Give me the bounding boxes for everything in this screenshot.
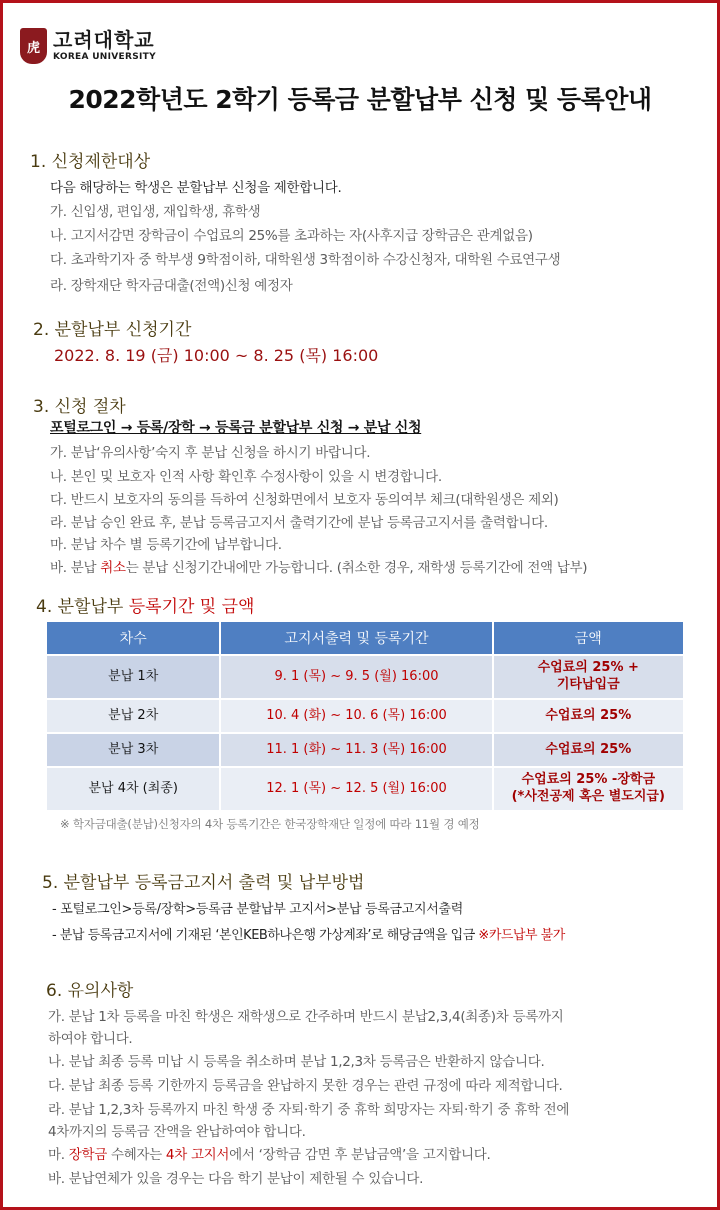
section-6-item: 하여야 합니다. <box>48 1031 133 1047</box>
period-cell: 12. 1 (목) ~ 12. 5 (월) 16:00 <box>220 767 492 811</box>
university-logo <box>20 28 156 64</box>
section-6-item: 4차까지의 등록금 잔액을 완납하여야 합니다. <box>48 1124 306 1140</box>
section-3-item: 라. 분납 승인 완료 후, 분납 등록금고지서 출력기간에 분납 등록금고지서를 출력합니다. <box>50 515 548 531</box>
section-3-item-cancel: 바. 분납 취소는 분납 신청기간내에만 가능합니다. (취소한 경우, 재학생 등록기간에 전액 납부) <box>50 560 588 576</box>
section-5-line: - 포털로그인>등록/장학>등록금 분할납부 고지서>분납 등록금고지서출력 <box>52 902 464 917</box>
procedure-path: 포털로그인 → 등록/장학 → 등록금 분할납부 신청 → 분납 신청 <box>50 420 422 436</box>
logo-name-en: KOREA UNIVERSITY <box>53 52 156 62</box>
header-amount: 금액 <box>493 621 684 655</box>
section-6-item: 가. 분납 1차 등록을 마친 학생은 재학생으로 간주하며 반드시 분납2,3,4(최종)차 등록까지 <box>48 1009 564 1025</box>
section-1-item: 라. 장학재단 학자금대출(전액)신청 예정자 <box>50 278 293 294</box>
page-title: 2022학년도 2학기 등록금 분할납부 신청 및 등록안내 <box>68 85 652 114</box>
table-row <box>46 655 684 699</box>
section-6-item: 라. 분납 1,2,3차 등록까지 마친 학생 중 자퇴·학기 중 휴학 희망자는 자퇴·학기 중 휴학 전에 <box>48 1102 570 1118</box>
application-period: 2022. 8. 19 (금) 10:00 ~ 8. 25 (목) 16:00 <box>54 346 379 365</box>
section-2-title: 2. 분할납부 신청기간 <box>33 320 192 340</box>
table-row <box>46 733 684 767</box>
period-cell: 11. 1 (화) ~ 11. 3 (목) 16:00 <box>220 733 492 767</box>
section-5-title: 5. 분할납부 등록금고지서 출력 및 납부방법 <box>42 873 365 893</box>
section-3-item: 마. 분납 차수 별 등록기간에 납부합니다. <box>50 537 282 553</box>
cancel-highlight: 취소 <box>100 560 126 576</box>
crest-icon: 虎 <box>20 28 47 64</box>
section-3-item: 다. 반드시 보호자의 동의를 득하여 신청화면에서 보호자 동의여부 체크(대학원생은 제외) <box>50 492 559 508</box>
period-cell: 9. 1 (목) ~ 9. 5 (월) 16:00 <box>220 655 492 699</box>
table-row <box>46 767 684 811</box>
section-3-item: 가. 분납‘유의사항’숙지 후 분납 신청을 하시기 바랍니다. <box>50 445 371 461</box>
section-6-title: 6. 유의사항 <box>46 981 134 1001</box>
amount-cell: 수업료의 25% <box>493 699 684 733</box>
period-cell: 10. 4 (화) ~ 10. 6 (목) 16:00 <box>220 699 492 733</box>
round-cell: 분납 1차 <box>46 655 220 699</box>
section-3-title: 3. 신청 절차 <box>33 397 126 417</box>
amount-cell: 수업료의 25% -장학금 (*사전공제 혹은 별도지급) <box>493 767 684 811</box>
section-6-item: 다. 분납 최종 등록 기한까지 등록금을 완납하지 못한 경우는 관련 규정에 따라 제적합니다. <box>48 1078 563 1094</box>
section-6-item-scholarship: 마. 장학금 수혜자는 4차 고지서에서 ‘장학금 감면 후 분납금액’을 고지합니다. <box>48 1147 491 1163</box>
section-1-intro: 다음 해당하는 학생은 분할납부 신청을 제한합니다. <box>50 180 342 196</box>
header-period: 고지서출력 및 등록기간 <box>220 621 492 655</box>
logo-name-ko: 고려대학교 <box>53 28 155 52</box>
section-5-line: - 분납 등록금고지서에 기재된 ‘본인KEB하나은행 가상계좌’로 해당금액을 입금 ※카드납부 불가 <box>52 928 565 943</box>
loan-note: ※ 학자금대출(분납)신청자의 4차 등록기간은 한국장학재단 일정에 따라 11월 경 예정 <box>60 817 480 831</box>
round-cell: 분납 3차 <box>46 733 220 767</box>
section-6-item: 나. 분납 최종 등록 미납 시 등록을 취소하며 분납 1,2,3차 등록금은 반환하지 않습니다. <box>48 1054 545 1070</box>
section-6-item: 바. 분납연체가 있을 경우는 다음 학기 분납이 제한될 수 있습니다. <box>48 1171 424 1187</box>
section-1-title: 1. 신청제한대상 <box>30 152 151 172</box>
round-cell: 분납 4차 (최종) <box>46 767 220 811</box>
amount-cell: 수업료의 25% + 기타납입금 <box>493 655 684 699</box>
amount-cell: 수업료의 25% <box>493 733 684 767</box>
section-4-title: 4. 분할납부 등록기간 및 금액 <box>36 597 255 617</box>
round-cell: 분납 2차 <box>46 699 220 733</box>
section-3-item: 나. 본인 및 보호자 인적 사항 확인후 수정사항이 있을 시 변경합니다. <box>50 469 442 485</box>
table-header-row <box>46 621 684 655</box>
installment-schedule-table <box>45 620 685 812</box>
section-1-item: 나. 고지서감면 장학금이 수업료의 25%를 초과하는 자(사후지급 장학금은 관계없음) <box>50 228 533 244</box>
section-1-item: 가. 신입생, 편입생, 재입학생, 휴학생 <box>50 204 261 220</box>
table-row <box>46 699 684 733</box>
card-not-allowed: ※카드납부 불가 <box>478 928 565 943</box>
header-round: 차수 <box>46 621 220 655</box>
section-1-item: 다. 초과학기자 중 학부생 9학점이하, 대학원생 3학점이하 수강신청자, 대학원 수료연구생 <box>50 252 561 268</box>
